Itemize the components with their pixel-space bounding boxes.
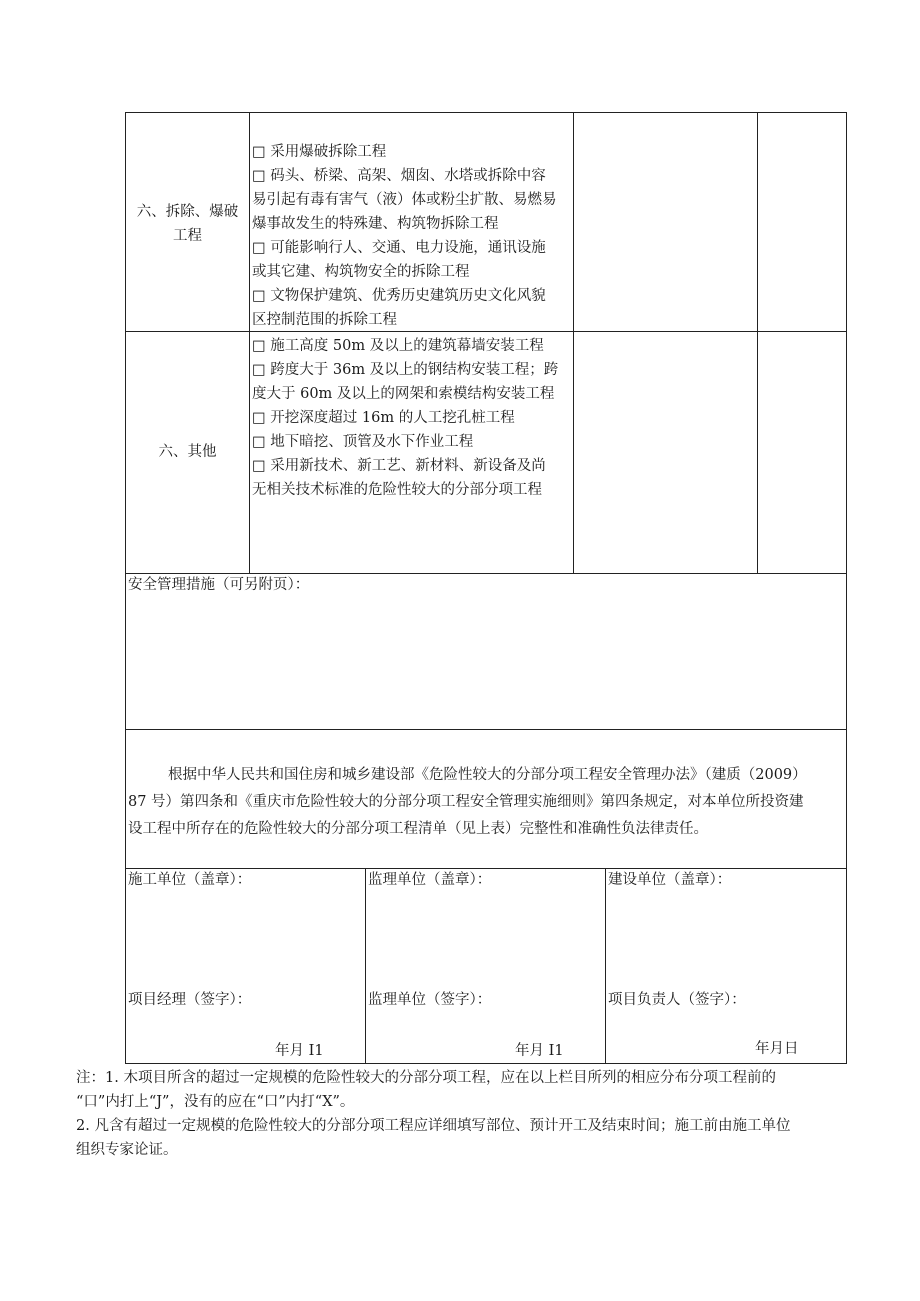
note-1 [76,1066,776,1114]
checkbox-item[interactable]: □ 可能影响行人、交通、电力设施，通讯设施 [252,240,546,256]
note-line: 2. 凡含有超过一定规模的危险性较大的分部分项工程应详细填写部位、预计开工及结束时间；施工前由施工单位 [76,1118,791,1134]
supervision-unit-signature: 监理单位（签字）： [368,992,492,1008]
checkbox-item[interactable]: □ 采用爆破拆除工程 [252,144,387,160]
category-other [126,440,249,464]
column-divider [605,868,606,1064]
note-line: “口”内打上“J”，没有的应在“口”内打“X”。 [76,1094,355,1110]
checkbox-item[interactable]: □ 采用新技术、新工艺、新材料、新设备及尚 [252,458,546,474]
category-line: 六、拆除、爆破 [136,204,239,220]
construction-unit-seal: 施工单位（盖章）： [128,872,252,888]
safety-measures-label: 安全管理措施（可另附页）： [128,577,310,593]
item-continuation: 易引起有毒有害气（液）体或粉尘扩散、易燃易 [252,192,557,208]
items-other [252,334,558,502]
column-divider [757,112,758,573]
note-2 [76,1114,790,1162]
construction-date: 年月 I1 [275,1043,324,1059]
category-demolition [126,200,249,248]
project-manager-signature: 项目经理（签字）： [128,992,252,1008]
checkbox-item[interactable]: □ 跨度大于 36m 及以上的钢结构安装工程；跨 [252,362,559,378]
checkbox-item[interactable]: □ 码头、桥梁、高架、烟囱、水塔或拆除中容 [252,168,546,184]
checkbox-item[interactable]: □ 施工高度 50m 及以上的建筑幕墙安装工程 [252,338,544,354]
item-continuation: 无相关技术标准的危险性较大的分部分项工程 [252,482,542,498]
column-divider [249,112,250,573]
column-divider [573,112,574,573]
item-continuation: 度大于 60m 及以上的网架和索模结构安装工程 [252,386,555,402]
note-line: 注：1. 木项目所含的超过一定规模的危险性较大的分部分项工程，应在以上栏目所列的相应分布分项工程前的 [76,1070,776,1086]
item-continuation: 爆事故发生的特殊建、构筑物拆除工程 [252,216,499,232]
category-line: 工程 [173,228,202,244]
legal-statement [128,762,807,843]
note-line: 组织专家论证。 [76,1142,178,1158]
category-line: 六、其他 [158,444,217,460]
supervision-date: 年月 I1 [515,1043,564,1059]
checkbox-item[interactable]: □ 地下暗挖、顶管及水下作业工程 [252,434,474,450]
developer-date: 年月日 [755,1041,799,1057]
items-demolition [252,140,557,332]
project-leader-signature: 项目负责人（签字）： [608,992,746,1008]
item-continuation: 或其它建、构筑物安全的拆除工程 [252,264,470,280]
column-divider [365,868,366,1064]
checkbox-item[interactable]: □ 文物保护建筑、优秀历史建筑历史文化风貌 [252,288,546,304]
checkbox-item[interactable]: □ 开挖深度超过 16m 的人工挖孔桩工程 [252,410,515,426]
row-divider [125,729,847,730]
statement-line: 87 号）第四条和《重庆市危险性较大的分部分项工程安全管理实施细则》第四条规定，对本单位所投资建 [128,794,804,810]
statement-line: 设工程中所存在的危险性较大的分部分项工程清单（见上表）完整性和准确性负法律责任。 [128,821,708,837]
statement-line: 根据中华人民共和国住房和城乡建设部《危险性较大的分部分项工程安全管理办法》（建质（2009） [168,767,807,783]
supervision-unit-seal: 监理单位（盖章）： [368,872,492,888]
developer-unit-seal: 建设单位（盖章）： [608,872,732,888]
item-continuation: 区控制范围的拆除工程 [252,312,397,328]
